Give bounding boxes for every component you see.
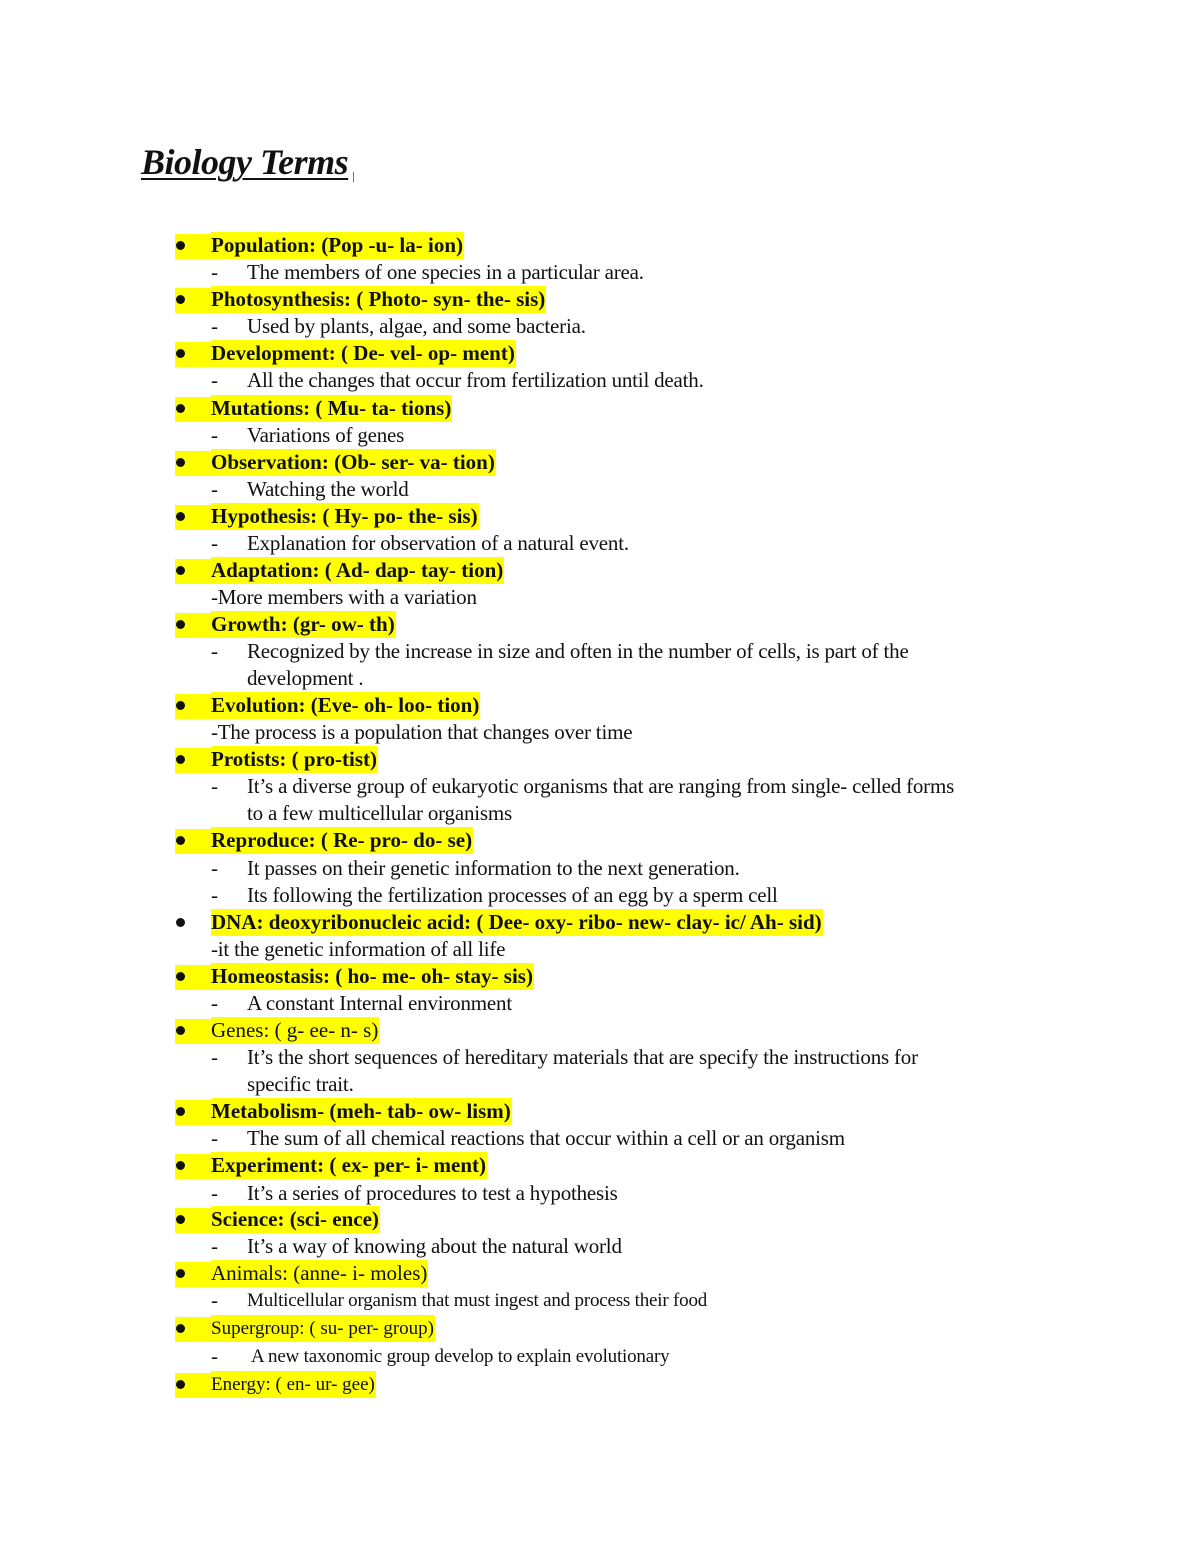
list-item (0, 1315, 1200, 1342)
dash-icon: - (211, 1126, 218, 1150)
list-item (0, 1098, 1200, 1125)
term-label: Evolution: (Eve- oh- loo- tion) (211, 693, 480, 717)
bullet-icon (176, 836, 185, 845)
list-item (0, 232, 1200, 259)
term-label: Reproduce: ( Re- pro- do- se) (211, 828, 473, 852)
definition-line (0, 773, 1200, 800)
definition-text: Multicellular organism that must ingest and process their food (247, 1290, 708, 1311)
definition-line (0, 1125, 1200, 1152)
definition-line (0, 1044, 1200, 1071)
dash-icon: - (211, 883, 218, 907)
dash-icon: - (211, 991, 218, 1015)
bullet-icon (176, 620, 185, 629)
list-item (0, 1260, 1200, 1287)
definition-line (0, 422, 1200, 449)
bullet-icon (176, 1026, 185, 1035)
bullet-icon (176, 566, 185, 575)
definition-line (0, 313, 1200, 340)
definition-line (0, 665, 1200, 692)
dash-icon: - (211, 314, 218, 338)
list-item (0, 449, 1200, 476)
definition-text: Explanation for observation of a natural event. (247, 531, 629, 555)
bullet-icon (176, 1215, 185, 1224)
bullet-icon (176, 241, 185, 250)
definition-text: -The process is a population that changes over time (211, 720, 633, 744)
dash-icon: - (211, 856, 218, 880)
term-label: Growth: (gr- ow- th) (211, 612, 395, 636)
bullet-icon (176, 512, 185, 521)
term-label: Mutations: ( Mu- ta- tions) (211, 396, 452, 420)
term-label: Development: ( De- vel- op- ment) (211, 341, 515, 365)
list-item (0, 692, 1200, 719)
bullet-icon (176, 1380, 185, 1389)
definition-line (0, 638, 1200, 665)
definition-line (0, 476, 1200, 503)
definition-line (0, 530, 1200, 557)
term-label: Energy: ( en- ur- gee) (211, 1371, 376, 1398)
dash-icon: - (211, 260, 218, 284)
dash-icon: - (211, 1288, 218, 1312)
list-item (0, 503, 1200, 530)
list-item (0, 1371, 1200, 1398)
dash-icon: - (211, 1344, 218, 1368)
bullet-icon (176, 1269, 185, 1278)
definition-line (0, 719, 1200, 746)
definition-line (0, 367, 1200, 394)
definition-text: Its following the fertilization processes of an egg by a sperm cell (247, 883, 778, 907)
definition-line (0, 259, 1200, 286)
definition-line (0, 1071, 1200, 1098)
definition-line (0, 936, 1200, 963)
list-item (0, 909, 1200, 936)
term-label: Homeostasis: ( ho- me- oh- stay- sis) (211, 964, 533, 988)
definition-text: Watching the world (247, 477, 409, 501)
bullet-icon (176, 458, 185, 467)
list-item (0, 1206, 1200, 1233)
bullet-icon (176, 918, 185, 927)
term-label: Hypothesis: ( Hy- po- the- sis) (211, 504, 478, 528)
bullet-icon (176, 295, 185, 304)
term-label: Experiment: ( ex- per- i- ment) (211, 1153, 487, 1177)
definition-text: The sum of all chemical reactions that occur within a cell or an organism (247, 1126, 845, 1150)
term-label: Observation: (Ob- ser- va- tion) (211, 450, 495, 474)
dash-icon: - (211, 368, 218, 392)
list-item (0, 1017, 1200, 1044)
definition-text: Used by plants, algae, and some bacteria. (247, 314, 586, 338)
definition-line (0, 990, 1200, 1017)
term-label: Photosynthesis: ( Photo- syn- the- sis) (211, 287, 546, 311)
definition-text: Variations of genes (247, 423, 405, 447)
dash-icon: - (211, 531, 218, 555)
term-label: Protists: ( pro-tist) (211, 747, 378, 771)
term-label: Population: (Pop -u- la- ion) (211, 233, 464, 257)
definition-text: It passes on their genetic information to the next generation. (247, 856, 740, 880)
bullet-icon (176, 1161, 185, 1170)
bullet-icon (176, 972, 185, 981)
definition-text: It’s a way of knowing about the natural world (247, 1234, 622, 1258)
definition-text: -More members with a variation (211, 585, 477, 609)
definition-text: It’s a diverse group of eukaryotic organisms that are ranging from single- celled forms (247, 774, 955, 798)
term-label: Adaptation: ( Ad- dap- tay- tion) (211, 558, 504, 582)
list-item (0, 827, 1200, 854)
term-label: Supergroup: ( su- per- group) (211, 1315, 435, 1342)
dash-icon: - (211, 774, 218, 798)
bullet-icon (176, 701, 185, 710)
definition-line (0, 1233, 1200, 1260)
list-item (0, 1152, 1200, 1179)
definition-text: specific trait. (247, 1072, 354, 1096)
definition-line (0, 1343, 1200, 1370)
dash-icon: - (211, 1045, 218, 1069)
bullet-icon (176, 404, 185, 413)
dash-icon: - (211, 1234, 218, 1258)
dash-icon: - (211, 1181, 218, 1205)
term-label: Genes: ( g- ee- n- s) (211, 1018, 379, 1042)
definition-text: -it the genetic information of all life (211, 937, 506, 961)
page-title: Biology Terms | (141, 142, 355, 183)
list-item (0, 611, 1200, 638)
term-label: Animals: (anne- i- moles) (211, 1261, 428, 1285)
definition-text: It’s a series of procedures to test a hypothesis (247, 1181, 618, 1205)
definition-line (0, 855, 1200, 882)
dash-icon: - (211, 639, 218, 663)
definition-line (0, 800, 1200, 827)
term-label: Metabolism- (meh- tab- ow- lism) (211, 1099, 511, 1123)
definition-text: The members of one species in a particular area. (247, 260, 644, 284)
list-item (0, 963, 1200, 990)
definition-text: Recognized by the increase in size and often in the number of cells, is part of the (247, 639, 909, 663)
term-label: DNA: deoxyribonucleic acid: ( Dee- oxy- ribo- new- clay- ic/ Ah- sid) (211, 910, 822, 934)
term-label: Science: (sci- ence) (211, 1207, 379, 1231)
definition-line (0, 1180, 1200, 1207)
list-item (0, 746, 1200, 773)
dash-icon: - (211, 423, 218, 447)
definition-text: development . (247, 666, 364, 690)
bullet-icon (176, 349, 185, 358)
definition-text: A constant Internal environment (247, 991, 512, 1015)
title-cursor-mark: | (352, 169, 355, 183)
definition-text: All the changes that occur from fertilization until death. (247, 368, 704, 392)
bullet-icon (176, 1324, 185, 1333)
list-item (0, 557, 1200, 584)
definition-text: to a few multicellular organisms (247, 801, 512, 825)
definition-text: A new taxonomic group develop to explain evolutionary (251, 1346, 670, 1367)
list-item (0, 340, 1200, 367)
definition-line (0, 1287, 1200, 1314)
dash-icon: - (211, 477, 218, 501)
list-item (0, 286, 1200, 313)
list-item (0, 395, 1200, 422)
definition-line (0, 882, 1200, 909)
definition-line (0, 584, 1200, 611)
definition-text: It’s the short sequences of hereditary materials that are specify the instructions for (247, 1045, 918, 1069)
bullet-icon (176, 755, 185, 764)
bullet-icon (176, 1107, 185, 1116)
